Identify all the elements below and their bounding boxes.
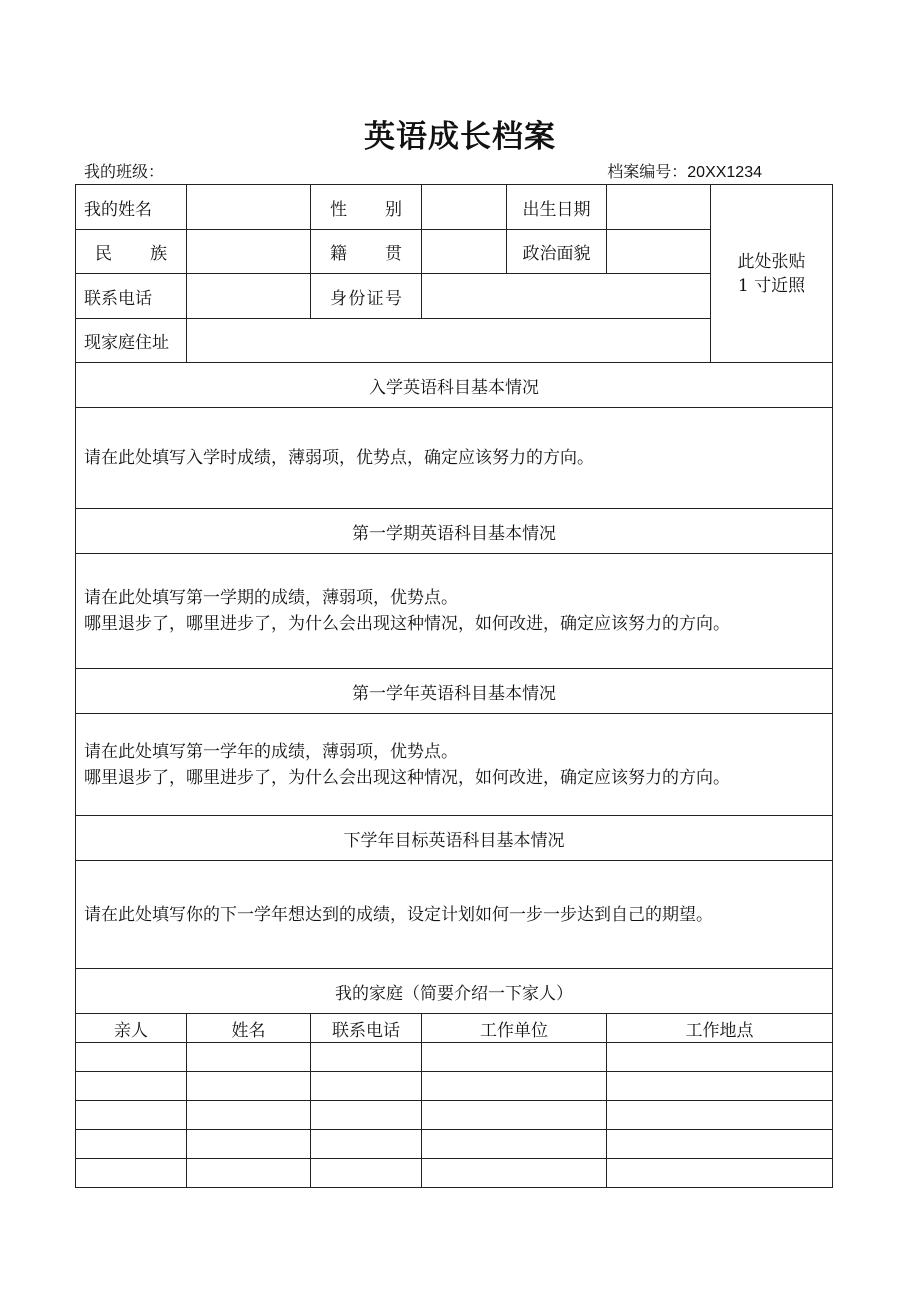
birth-date-field[interactable] [607,185,711,230]
phone-label: 联系电话 [76,274,187,319]
page-title: 英语成长档案 [364,119,556,155]
address-label: 现家庭住址 [76,319,187,363]
family-col-relative: 亲人 [76,1014,187,1043]
id-number-label: 身份证号 [311,274,422,319]
family-cell[interactable] [76,1159,187,1188]
gender-field[interactable] [422,185,507,230]
family-cell[interactable] [311,1101,422,1130]
family-cell[interactable] [187,1159,311,1188]
archive-number [607,160,762,185]
phone-field[interactable] [187,274,311,319]
family-cell[interactable] [76,1101,187,1130]
family-col-phone: 联系电话 [311,1014,422,1043]
family-cell[interactable] [311,1159,422,1188]
section-text-line: 哪里退步了，哪里进步了，为什么会出现这种情况，如何改进，确定应该努力的方向。 [84,614,730,634]
name-field[interactable] [187,185,311,230]
family-cell[interactable] [311,1072,422,1101]
family-cell[interactable] [311,1043,422,1072]
family-heading: 我的家庭（简要介绍一下家人） [76,969,833,1014]
family-row [76,1101,833,1130]
section-heading-next-year-goal: 下学年目标英语科目基本情况 [76,816,833,861]
family-row [76,1072,833,1101]
ethnicity-label: 民 族 [76,230,187,274]
id-number-field[interactable] [422,274,711,319]
family-cell[interactable] [607,1159,833,1188]
family-col-work-location: 工作地点 [607,1014,833,1043]
section-heading-first-year: 第一学年英语科目基本情况 [76,669,833,714]
archive-number-value: 20XX1234 [687,164,762,181]
section-body-next-year-goal[interactable] [76,861,833,969]
family-row [76,1130,833,1159]
birth-date-label: 出生日期 [507,185,607,230]
photo-text-line1: 此处张贴 [737,251,806,272]
family-col-name: 姓名 [187,1014,311,1043]
family-cell[interactable] [76,1130,187,1159]
family-cell[interactable] [76,1072,187,1101]
section-text-line: 哪里退步了，哪里进步了，为什么会出现这种情况，如何改进，确定应该努力的方向。 [84,767,730,788]
section-text-line: 请在此处填写第一学期的成绩，薄弱项，优势点。 [84,588,458,608]
family-cell[interactable] [422,1043,607,1072]
class-label: 我的班级： [84,162,165,181]
family-cell[interactable] [422,1130,607,1159]
ethnicity-field[interactable] [187,230,311,274]
family-col-employer: 工作单位 [422,1014,607,1043]
family-cell[interactable] [607,1130,833,1159]
section-body-enrollment[interactable] [76,408,833,509]
archive-number-label: 档案编号： [607,162,688,181]
political-status-field[interactable] [607,230,711,274]
section-body-first-semester[interactable] [76,554,833,669]
family-cell[interactable] [607,1043,833,1072]
family-cell[interactable] [187,1130,311,1159]
family-cell[interactable] [187,1072,311,1101]
section-heading-enrollment: 入学英语科目基本情况 [76,363,833,408]
family-cell[interactable] [422,1159,607,1188]
section-body-first-year[interactable] [76,714,833,816]
family-cell[interactable] [187,1101,311,1130]
origin-label: 籍 贯 [311,230,422,274]
section-text-line: 请在此处填写第一学年的成绩，薄弱项，优势点。 [84,741,458,762]
family-cell[interactable] [311,1130,422,1159]
family-cell[interactable] [422,1072,607,1101]
family-cell[interactable] [76,1043,187,1072]
family-row [76,1159,833,1188]
section-text-line: 请在此处填写入学时成绩，薄弱项，优势点，确定应该努力的方向。 [84,448,594,468]
gender-label: 性 别 [311,185,422,230]
photo-placeholder[interactable] [711,185,833,363]
section-heading-first-semester: 第一学期英语科目基本情况 [76,509,833,554]
family-row [76,1043,833,1072]
address-field[interactable] [187,319,711,363]
origin-field[interactable] [422,230,507,274]
family-cell[interactable] [422,1101,607,1130]
section-text-line: 请在此处填写你的下一学年想达到的成绩，设定计划如何一步一步达到自己的期望。 [84,904,713,925]
political-status-label: 政治面貌 [507,230,607,274]
archive-form-table [75,184,833,1188]
family-cell[interactable] [607,1072,833,1101]
family-cell[interactable] [607,1101,833,1130]
family-cell[interactable] [187,1043,311,1072]
name-label: 我的姓名 [76,185,187,230]
photo-text-line2: 1 寸近照 [737,275,806,296]
